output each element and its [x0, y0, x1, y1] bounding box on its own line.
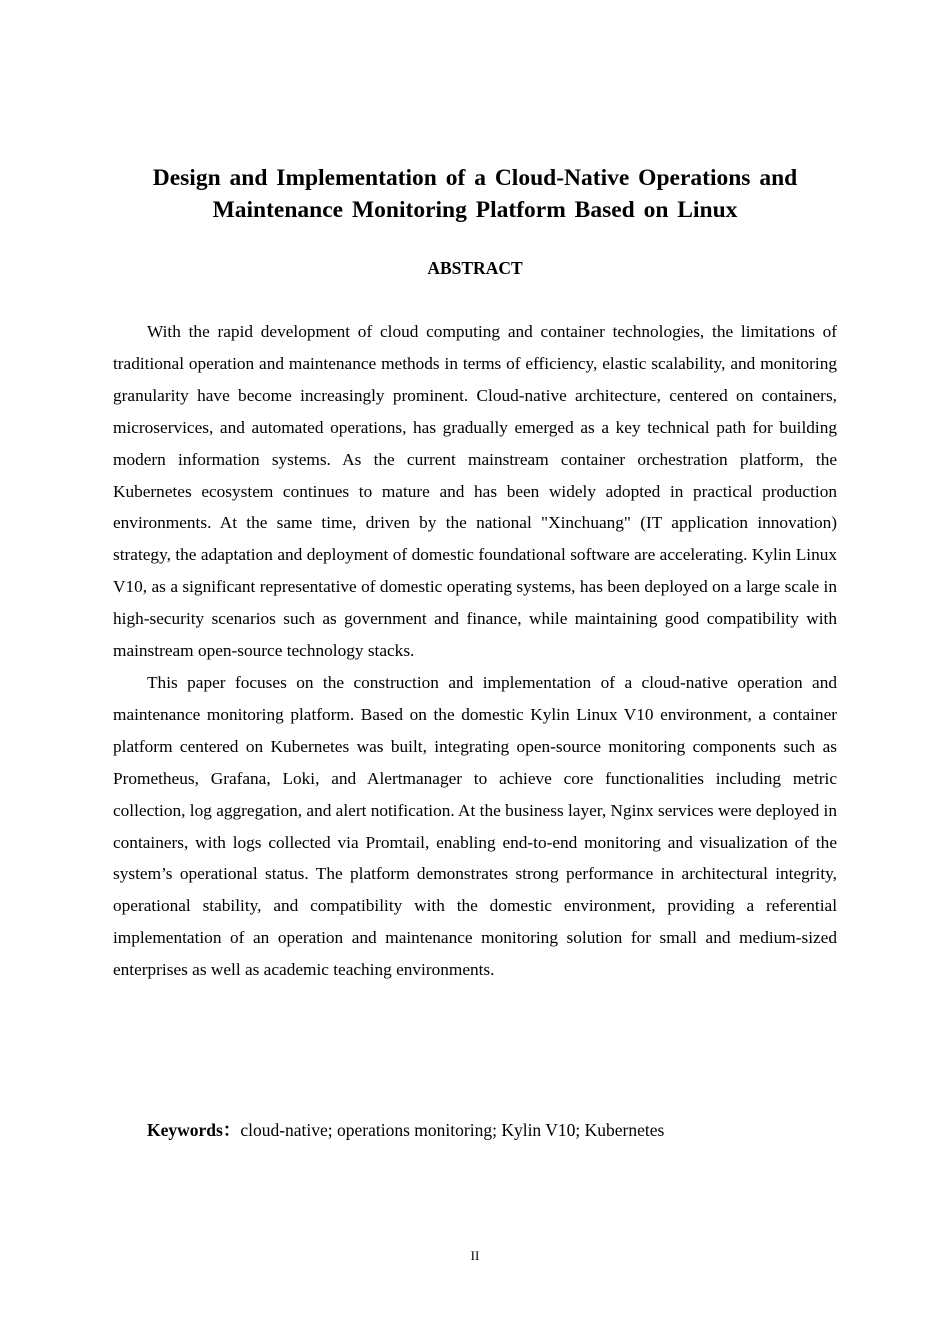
abstract-heading: ABSTRACT [427, 258, 523, 278]
paper-title-line-1: Design and Implementation of a Cloud-Native Operations and [152, 165, 798, 191]
keywords-label: Keywords： [147, 1120, 241, 1140]
keywords-line [147, 1116, 837, 1144]
abstract-body [113, 316, 837, 986]
abstract-paragraph-2: This paper focuses on the construction and implementation of a cloud-native operation and maintenance monitoring platform. Based on the domestic Kylin Linux V10 environment, a container platform centered on Kubernetes was built, integrating open-source monitoring components such as Prometheus, Grafana, Loki, and Alertmanager to achieve core functionalities including metric collection, log aggregation, and alert notification. At the business layer, Nginx services were deployed in containers, with logs collected via Promtail, enabling end-to-end monitoring and visualization of the system’s operational status. The platform demonstrates strong performance in architectural integrity, operational stability, and compatibility with the domestic environment, providing a referential implementation of an operation and maintenance monitoring solution for small and medium-sized enterprises as well as academic teaching environments. [113, 672, 837, 980]
page-number: II [470, 1248, 480, 1263]
paper-title [113, 162, 837, 226]
keywords-text: cloud-native; operations monitoring; Kylin V10; Kubernetes [240, 1120, 665, 1140]
paper-title-line-2: Maintenance Monitoring Platform Based on Linux [212, 197, 738, 223]
abstract-paragraph-1: With the rapid development of cloud computing and container technologies, the limitations of traditional operation and maintenance methods in terms of efficiency, elastic scalability, and monitoring granularity have become increasingly prominent. Cloud-native architecture, centered on containers, microservices, and automated operations, has gradually emerged as a key technical path for building modern information systems. As the current mainstream container orchestration platform, the Kubernetes ecosystem continues to mature and has been widely adopted in practical production environments. At the same time, driven by the national "Xinchuang" (IT application innovation) strategy, the adaptation and deployment of domestic foundational software are accelerating. Kylin Linux V10, as a significant representative of domestic operating systems, has been deployed on a large scale in high-security scenarios such as government and finance, while maintaining good compatibility with mainstream open-source technology stacks. [113, 322, 837, 661]
